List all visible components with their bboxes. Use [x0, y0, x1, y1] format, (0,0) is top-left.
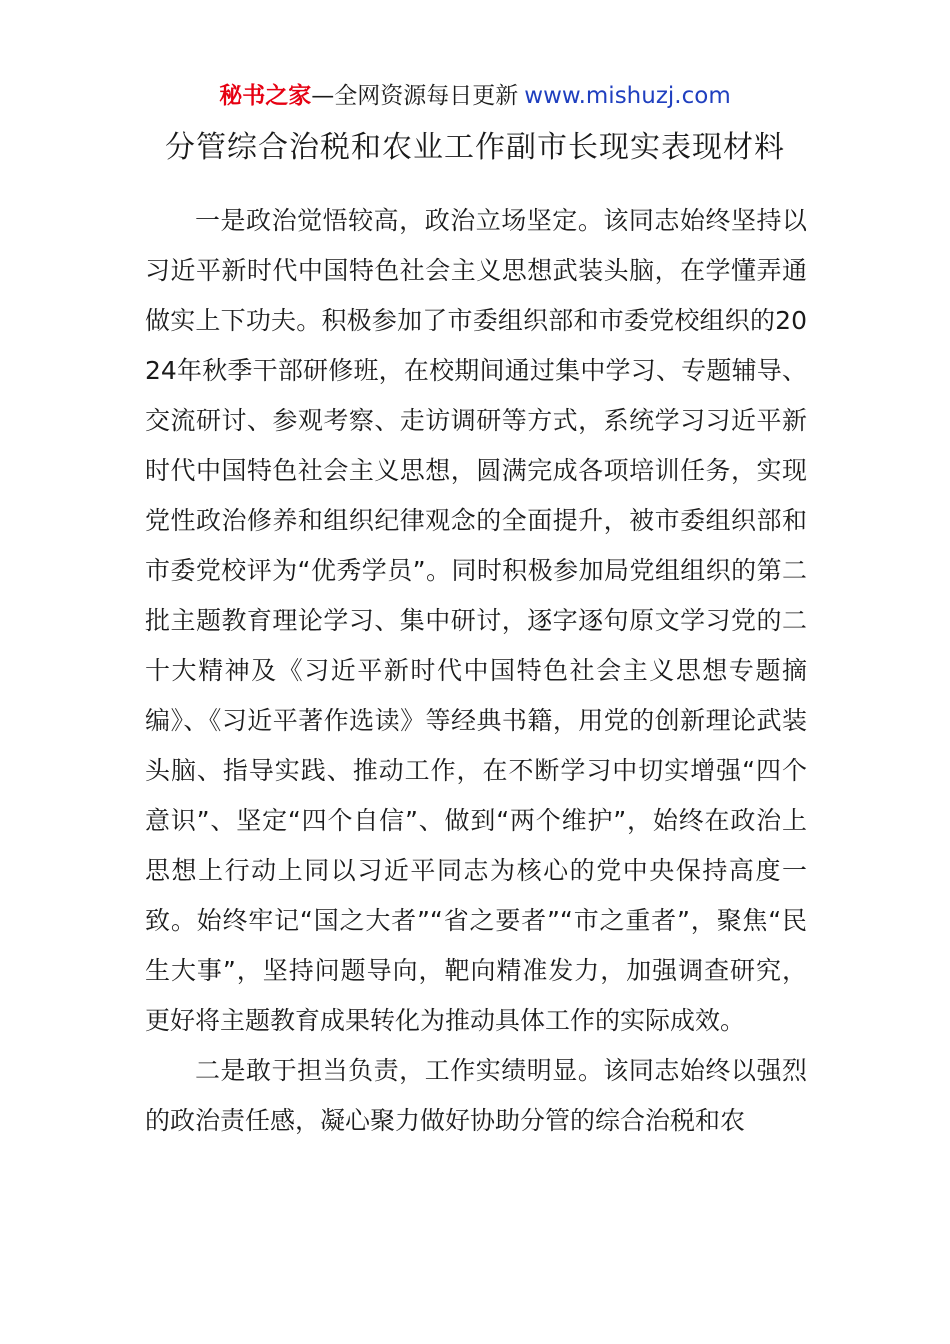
document-title: 分管综合治税和农业工作副市长现实表现材料	[165, 130, 785, 165]
paragraph-2: 二是敢于担当负责，工作实绩明显。该同志始终以强烈的政治责任感，凝心聚力做好协助分管的综合治税和农	[145, 1056, 807, 1135]
document-body	[145, 196, 807, 1146]
header-slogan: —全网资源每日更新	[311, 83, 519, 109]
paragraph-1: 一是政治觉悟较高，政治立场坚定。该同志始终坚持以习近平新时代中国特色社会主义思想武装头脑，在学懂弄通做实上下功夫。积极参加了市委组织部和市委党校组织的2024年秋季干部研修班，在校期间通过集中学习、专题辅导、交流研讨、参观考察、走访调研等方式，系统学习习近平新时代中国特色社会主义思想，圆满完成各项培训任务，实现党性政治修养和组织纪律观念的全面提升，被市委组织部和市委党校评为“优秀学员”。同时积极参加局党组组织的第二批主题教育理论学习、集中研讨，逐字逐句原文学习党的二十大精神及《习近平新时代中国特色社会主义思想专题摘编》、《习近平著作选读》等经典书籍，用党的创新理论武装头脑、指导实践、推动工作，在不断学习中切实增强“四个意识”、坚定“四个自信”、做到“两个维护”，始终在政治上思想上行动上同以习近平同志为核心的党中央保持高度一致。始终牢记“国之大者”“省之要者”“市之重者”，聚焦“民生大事”，坚持问题导向，靶向精准发力，加强调查研究，更好将主题教育成果转化为推动具体工作的实际成效。	[145, 206, 807, 1035]
site-url-link[interactable]: www.mishuzj.com	[524, 83, 731, 109]
brand-name: 秘书之家	[219, 83, 312, 109]
site-header	[0, 80, 950, 112]
